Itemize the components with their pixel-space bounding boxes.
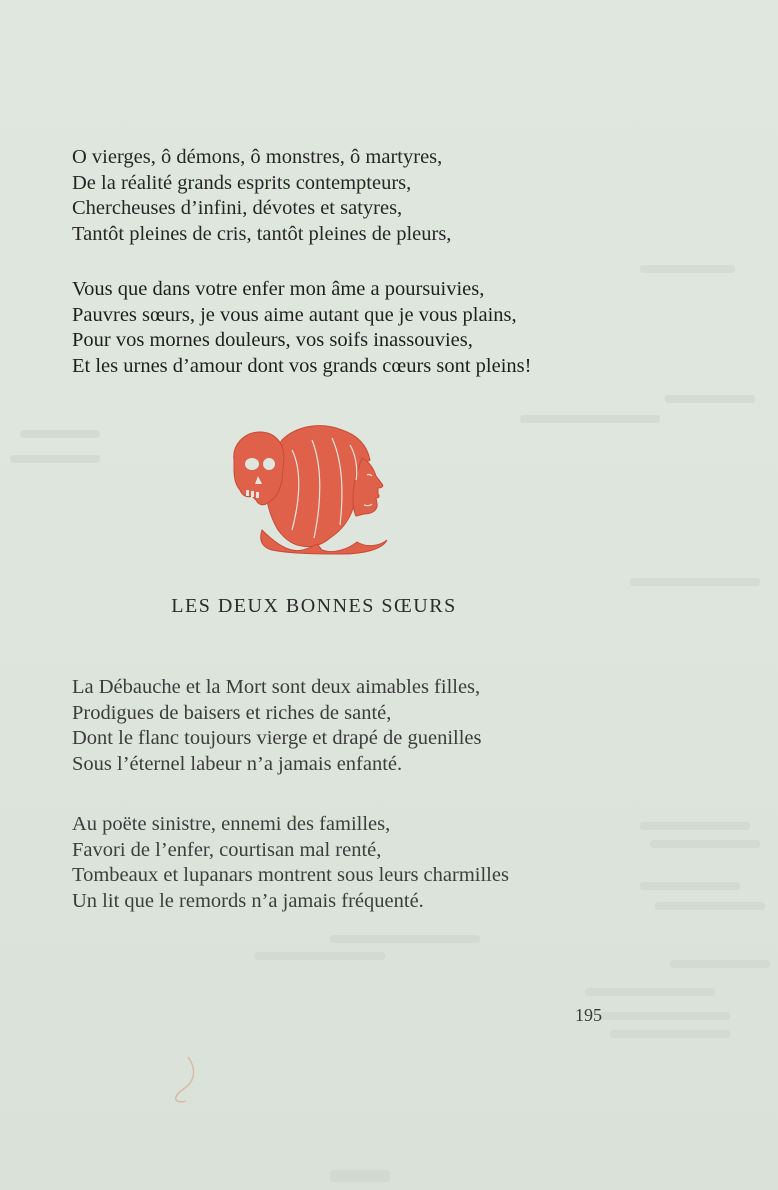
stanza-two (72, 277, 531, 379)
verse-line: Favori de l’enfer, courtisan mal renté, (72, 838, 382, 861)
poem-title: LES DEUX BONNES SŒURS (171, 595, 457, 617)
verse-line: Sous l’éternel labeur n’a jamais enfanté. (72, 752, 403, 775)
verse-line: Dont le flanc toujours vierge et drapé de guenilles (72, 727, 482, 750)
verse-line: Chercheuses d’infini, dévotes et satyres, (72, 197, 403, 220)
verse-line: Vous que dans votre enfer mon âme a poursuivies, (72, 278, 485, 300)
stanza-three (72, 675, 482, 777)
verse-line: Pour vos mornes douleurs, vos soifs inassouvies, (72, 329, 473, 352)
verse-line: O vierges, ô démons, ô monstres, ô martyres, (72, 146, 443, 168)
stanza-four (72, 812, 509, 914)
page-number: 195 (575, 1005, 602, 1025)
pencil-mark-icon (168, 1055, 208, 1105)
verse-line: Tantôt pleines de cris, tantôt pleines de pleurs, (72, 222, 452, 245)
verse-line: La Débauche et la Mort sont deux aimables filles, (72, 676, 481, 698)
skull-and-woman-profile-icon (222, 420, 392, 555)
verse-line: Tombeaux et lupanars montrent sous leurs charmilles (72, 864, 509, 887)
verse-line: Et les urnes d’amour dont vos grands cœurs sont pleins! (72, 354, 532, 377)
stanza-one (72, 145, 451, 247)
verse-line: Pauvres sœurs, je vous aime autant que je vous plains, (72, 303, 517, 326)
verse-line: Prodigues de baisers et riches de santé, (72, 701, 392, 724)
verse-line: Un lit que le remords n’a jamais fréquenté. (72, 889, 424, 912)
verse-line: Au poëte sinistre, ennemi des familles, (72, 813, 391, 835)
verse-line: De la réalité grands esprits contempteurs, (72, 171, 412, 194)
